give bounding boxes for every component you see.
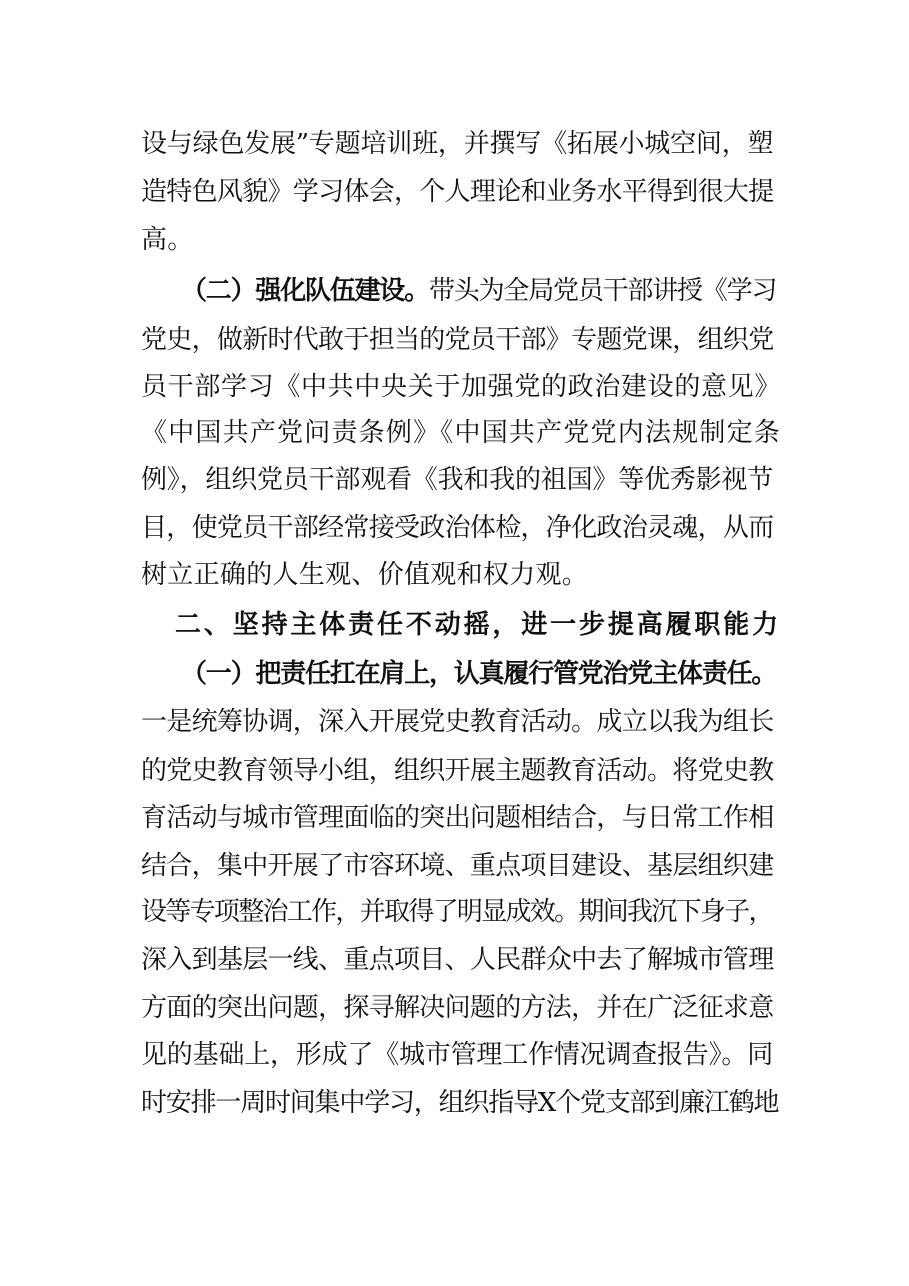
text-segment: 深入到基层一线、重点项目、人民群众中去了解城市管理 [141, 945, 774, 975]
text-segment: 方面的突出问题，探寻解决问题的方法，并在广泛征求意 [141, 993, 774, 1023]
text-line [141, 751, 781, 791]
text-line [141, 413, 781, 453]
text-segment: 时安排一周时间集中学习，组织指导X个党支部到廉江鹤地 [141, 1088, 779, 1118]
text-line [141, 1083, 781, 1123]
text-segment: 员干部学习《中共中央关于加强党的政治建设的意见》 [141, 372, 781, 402]
text-segment: 《中国共产党问责条例》《中国共产党党内法规制定条 [141, 418, 781, 448]
text-segment: 带头为全局党员干部讲授《学习 [429, 276, 777, 306]
text-segment: 高。 [141, 225, 194, 255]
text-segment: 见的基础上，形成了《城市管理工作情况调查报告》。同 [141, 1040, 774, 1070]
text-line [141, 508, 781, 548]
text-line [141, 846, 781, 886]
text-line [141, 367, 781, 407]
text-segment: 造特色风貌》学习体会，个人理论和业务水平得到很大提 [141, 177, 774, 207]
text-line [141, 460, 781, 500]
text-line [141, 605, 781, 645]
text-line [141, 988, 781, 1028]
text-segment: 结合，集中开展了市容环境、重点项目建设、基层组织建 [141, 851, 774, 881]
text-line [141, 940, 781, 980]
text-segment: 设等专项整治工作，并取得了明显成效。期间我沉下身子， [141, 897, 773, 927]
text-segment: 的党史教育领导小组，组织开展主题教育活动。将党史教 [141, 756, 774, 786]
bold-text-segment: 二、坚持主体责任不动摇，进一步提高履职能力 [175, 610, 781, 640]
text-line [141, 271, 781, 311]
text-line [141, 654, 781, 694]
text-segment: 例》，组织党员干部观看《我和我的祖国》等优秀影视节 [141, 465, 774, 495]
bold-text-segment: （一）把责任扛在肩上，认真履行管党治党主体责任。 [181, 659, 777, 689]
text-segment: 设与绿色发展”专题培训班，并撰写《拓展小城空间，塑 [141, 129, 774, 159]
text-line [141, 320, 781, 360]
text-line [141, 1035, 781, 1075]
text-segment: 育活动与城市管理面临的突出问题相结合，与日常工作相 [141, 803, 774, 833]
text-segment: 党史，做新时代敢于担当的党员干部》专题党课，组织党 [141, 325, 774, 355]
text-line [141, 555, 781, 595]
text-line [141, 702, 781, 742]
text-line [141, 220, 781, 260]
text-line [141, 172, 781, 212]
text-line [141, 124, 781, 164]
text-segment: 一是统筹协调，深入开展党史教育活动。成立以我为组长 [141, 707, 774, 737]
text-line [141, 798, 781, 838]
text-segment: 树立正确的人生观、价值观和权力观。 [141, 560, 589, 590]
text-line [141, 892, 781, 932]
text-segment: 目，使党员干部经常接受政治体检，净化政治灵魂，从而 [141, 513, 774, 543]
bold-text-segment: （二）强化队伍建设。 [181, 276, 430, 306]
